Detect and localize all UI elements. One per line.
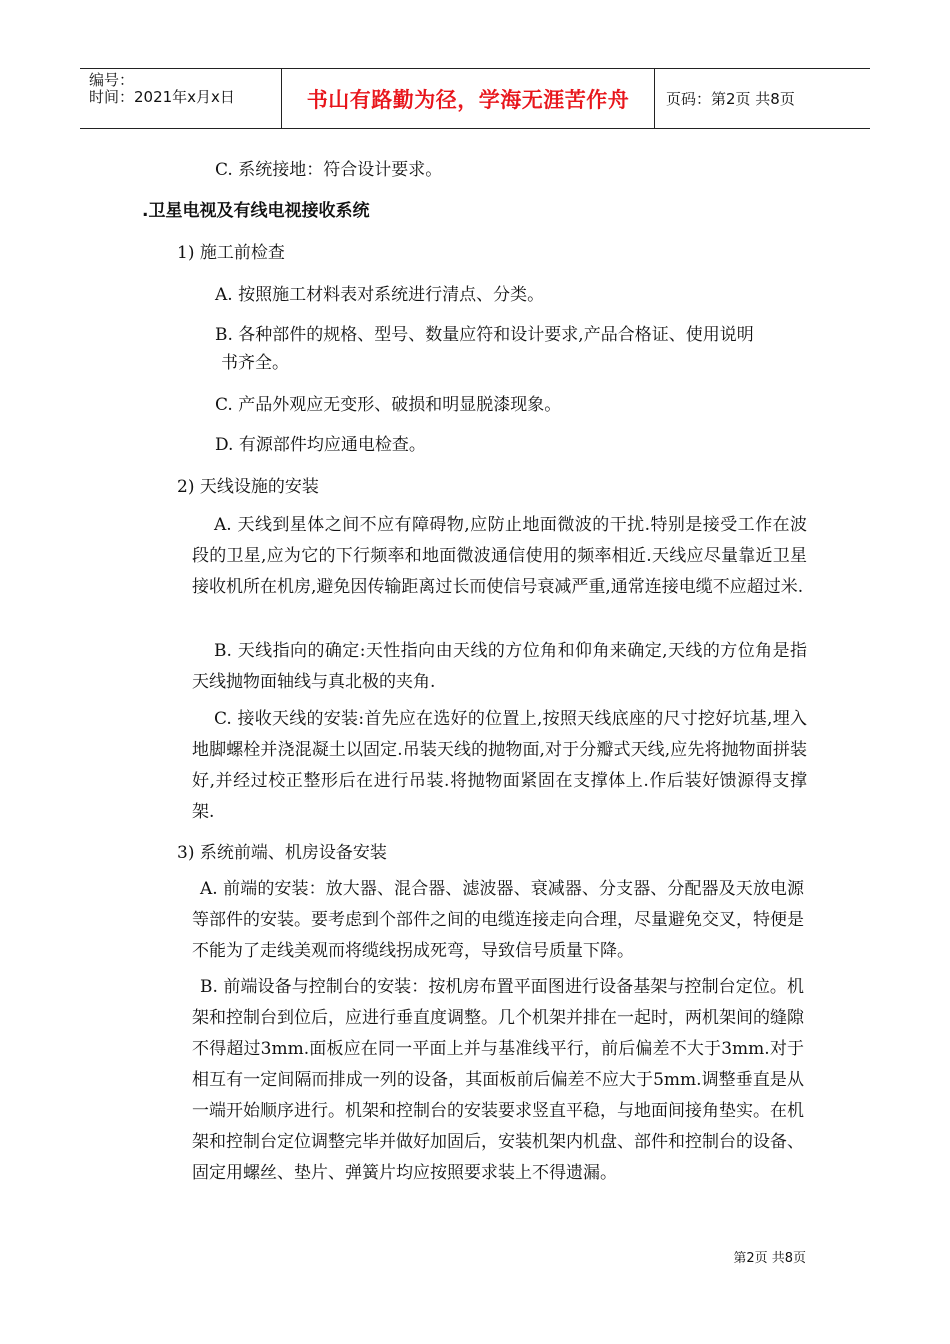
- sub2-item-b: B. 天线指向的确定:天性指向由天线的方位角和仰角来确定,天线的方位角是指天线抛物面轴线与真北极的夹角.: [192, 641, 807, 692]
- header-page-number: 页码：第2页 共8页: [666, 90, 795, 108]
- sub3-item-a: A. 前端的安装：放大器、混合器、滤波器、衰减器、分支器、分配器及天放电源等部件的安装。要考虑到个部件之间的电缆连接走向合理，尽量避免交叉，特便是不能为了走线美观而将缆线拐成死弯，导致信号质量下降。: [192, 879, 804, 961]
- sub1-item-a: A. 按照施工材料表对系统进行清点、分类。: [215, 285, 545, 305]
- sub2-item-a: A. 天线到星体之间不应有障碍物,应防止地面微波的干扰.特别是接受工作在波段的卫星,应为它的下行频率和地面微波通信使用的频率相近.天线应尽量靠近卫星接收机所在机房,避免因传输距离过长而使信号衰减严重,通常连接电缆不应超过米.: [192, 515, 807, 597]
- sub2-item-c: C. 接收天线的安装:首先应在选好的位置上,按照天线底座的尺寸挖好坑基,埋入地脚螺栓并浇混凝土以固定.吊装天线的抛物面,对于分瓣式天线,应先将抛物面拼装好,并经过校正整形后在进行吊装.将抛物面紧固在支撑体上.作后装好馈源得支撑架.: [192, 709, 807, 822]
- serial-number-label: 编号：: [89, 71, 135, 89]
- sub1-item-d: D. 有源部件均应通电检查。: [215, 435, 426, 455]
- subsection-3-heading: 3) 系统前端、机房设备安装: [177, 843, 387, 863]
- sub3-item-b: B. 前端设备与控制台的安装：按机房布置平面图进行设备基架与控制台定位。机架和控制台到位后，应进行垂直度调整。几个机架并排在一起时，两机架间的缝隙不得超过3mm.面板应在同一平面上并与基准线平行，前后偏差不大于3mm.对于相互有一定间隔而排成一列的设备，其面板前后偏差不应大于5mm.调整垂直是从一端开始顺序进行。机架和控制台的安装要求竖直平稳，与地面间接角垫实。在机架和控制台定位调整完毕并做好加固后，安装机架内机盘、部件和控制台的设备、固定用螺丝、垫片、弹簧片均应按照要求装上不得遗漏。: [192, 977, 804, 1183]
- sub1-item-b-line1: B. 各种部件的规格、型号、数量应符和设计要求,产品合格证、使用说明: [215, 325, 754, 345]
- subsection-1-heading: 1) 施工前检查: [177, 243, 285, 263]
- date-label: 时间：2021年x月x日: [89, 88, 235, 106]
- item-c-system-grounding: C. 系统接地：符合设计要求。: [215, 160, 443, 180]
- sub1-item-b-line2: 书齐全。: [221, 353, 289, 373]
- section-title: .卫星电视及有线电视接收系统: [142, 201, 370, 221]
- subsection-2-heading: 2) 天线设施的安装: [177, 477, 319, 497]
- sub1-item-c: C. 产品外观应无变形、破损和明显脱漆现象。: [215, 395, 562, 415]
- header-motto: 书山有路勤为径，学海无涯苦作舟: [282, 69, 655, 128]
- header-meta: [80, 69, 282, 128]
- document-header: [80, 68, 870, 129]
- footer-page-number: 第2页 共8页: [733, 1251, 806, 1266]
